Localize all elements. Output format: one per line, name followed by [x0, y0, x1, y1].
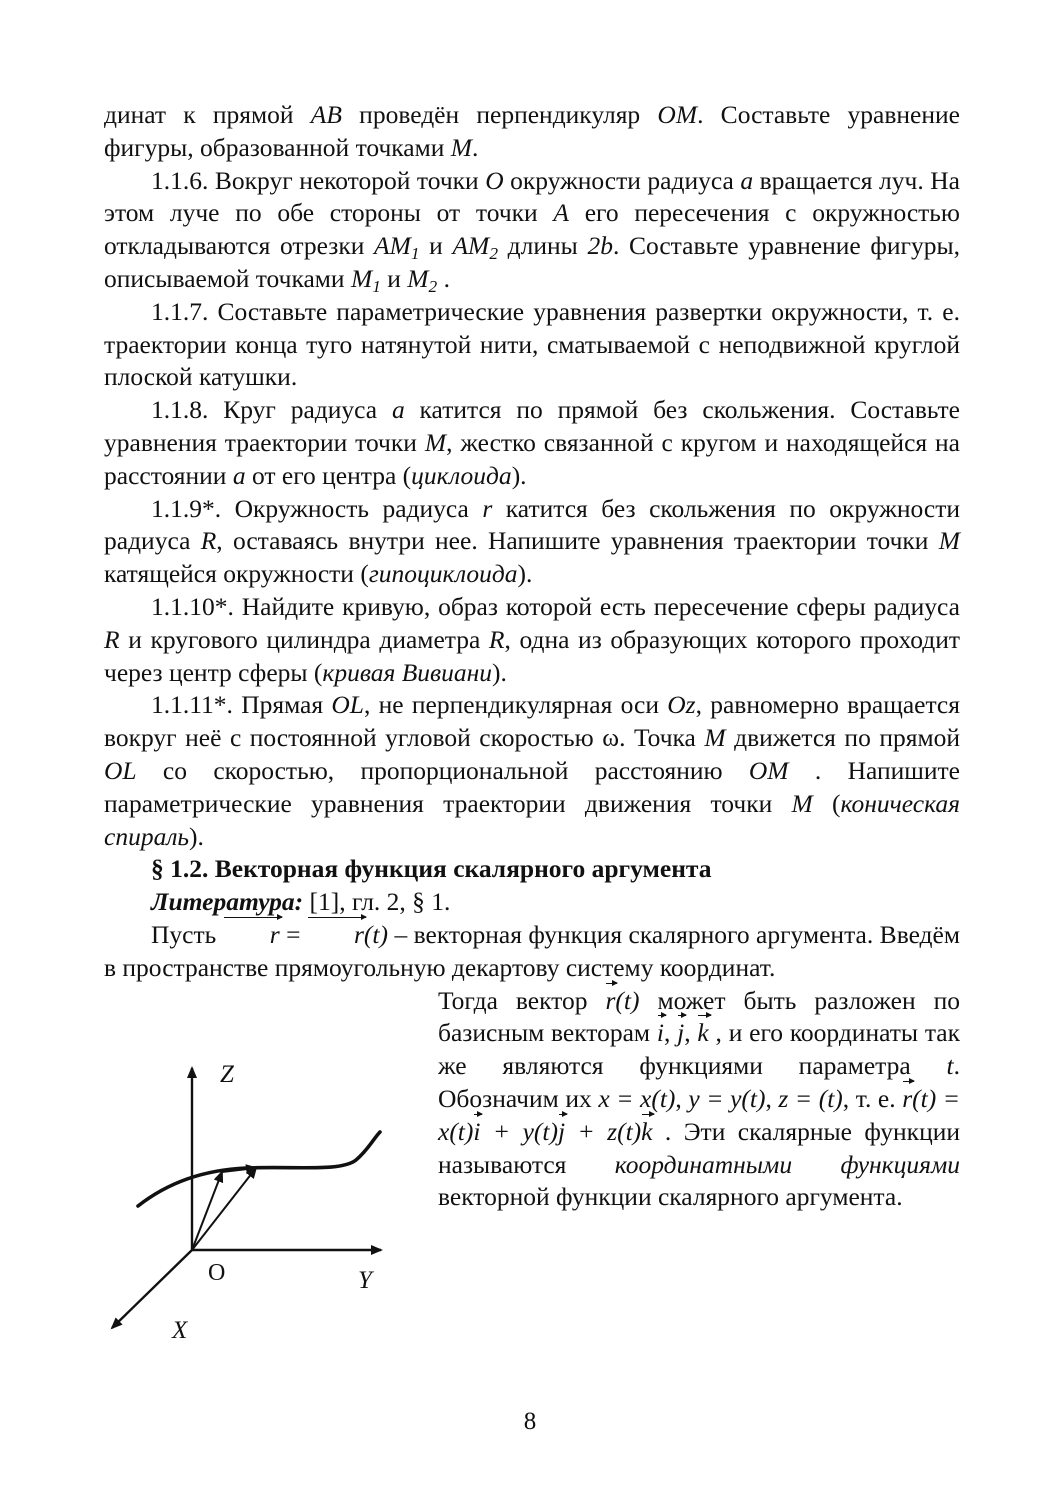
vector-function-figure — [96, 1060, 396, 1350]
problem-1-1-8: 1.1.8. Круг радиуса a катится по прямой без скольжения. Составьте уравнения траектории точки M, жестко связанной с кругом и находящейся на расстоянии a от его центра (циклоида). — [104, 395, 960, 490]
radius-vector-2 — [192, 1172, 222, 1250]
problem-1-1-7: 1.1.7. Составьте параметрические уравнения развертки окружности, т. е. траектории конца туго натянутой нити, сматываемой с неподвижной круглой плоской катушки. — [104, 296, 960, 392]
x-label: X — [172, 1317, 188, 1344]
y-label: Y — [358, 1267, 372, 1294]
problem-1-1-11: 1.1.11*. Прямая OL, не перпендикулярная оси Oz, равномерно вращается вокруг неё с постоянной угловой скоростью ω. Точка M движется по прямой OL со скоростью, пропорциональной расстоянию OM . Напишите параметрические уравнения траектории движения точки M (коническая спираль). — [104, 690, 960, 851]
section-heading: § 1.2. Векторная функция скалярного аргумента — [151, 854, 712, 884]
problem-1-1-10: 1.1.10*. Найдите кривую, образ которой есть пересечение сферы радиуса R и кругового цилиндра диаметра R, одна из образующих которого проходит через центр сферы (кривая Вивиани). — [104, 591, 960, 687]
problem-1-1-9: 1.1.9*. Окружность радиуса r катится без скольжения по окружности радиуса R, оставаясь внутри нее. Напишите уравнения траектории точки M катящейся окружности (гипоциклоида). — [104, 493, 961, 589]
coordinate-functions-paragraph: Тогда вектор r(t) может быть разложен по базисным векторам i, j, k , и его координаты так же являются функциями параметра t. Обозначим их x = x(t), y = y(t), z = (t), т. е. r(t) = x(t)i + y(t)j + z(t)k . Эти скалярные функции называются координатными функциями векторной функции скалярного аргумента. — [438, 985, 961, 1212]
curve — [138, 1132, 380, 1206]
origin-label: O — [208, 1260, 226, 1286]
z-label: Z — [220, 1061, 234, 1088]
literature-label: Литература: — [151, 887, 304, 917]
radius-vector — [192, 1168, 256, 1250]
problem-1-1-6: 1.1.6. Вокруг некоторой точки O окружности радиуса a вращается луч. На этом луче по обе стороны от точки A его пересечения с окружностью откладываются отрезки $AM_1$ и $AM_2$ длины 2b. Составьте уравнение фигуры, описываемой точками $M_1$ и $M_2$ . — [104, 165, 961, 296]
literature-reference: Литература: [1], гл. 2, § 1. — [151, 887, 451, 917]
paragraph-continued: динат к прямой AB проведён перпендикуляр OM. Составьте уравнение фигуры, образованной точками M. — [104, 100, 960, 162]
intro-paragraph: Пусть r = r(t) – векторная функция скалярного аргумента. Введём в пространстве прямоугольную декартову систему координат. — [104, 919, 960, 982]
page-number: 8 — [523, 1408, 537, 1435]
